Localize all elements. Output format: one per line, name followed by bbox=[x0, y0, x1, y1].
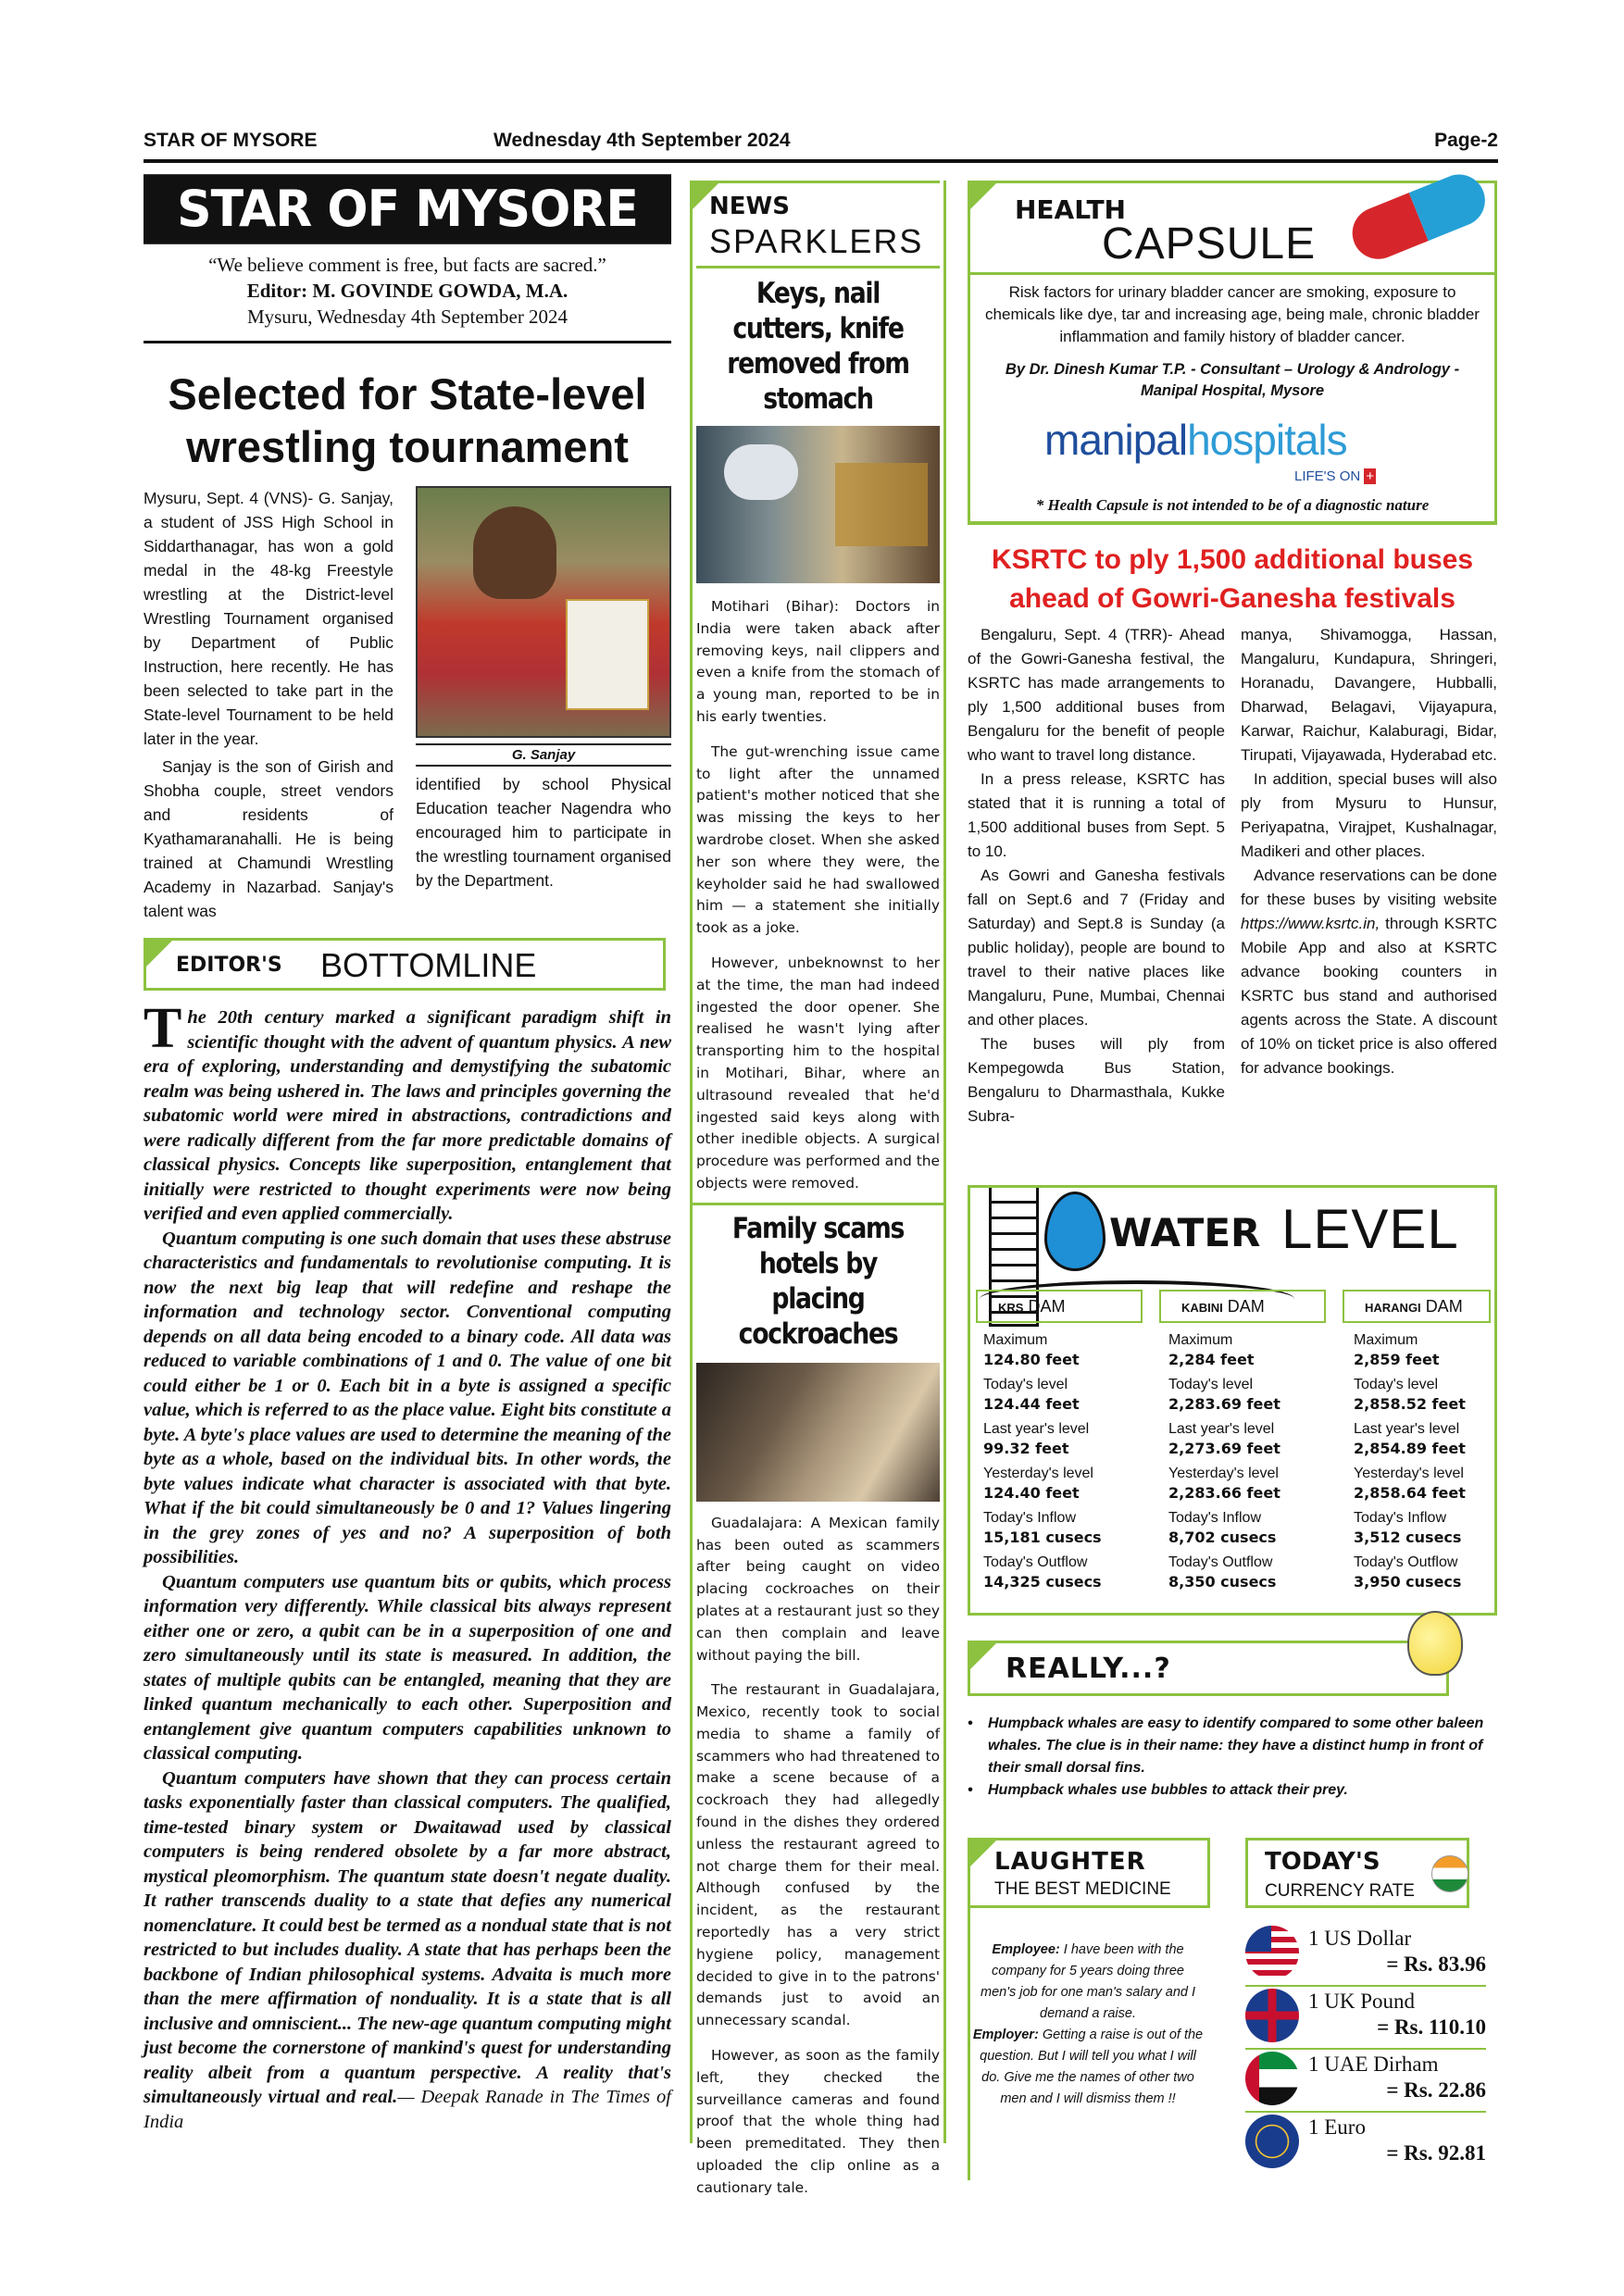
ksrtc-c2-p3b: through KSRTC Mobile App and also at KSRTC advance booking counters in KSRTC bus stand and authorised agents across the State. A discount of 10% on ticket price is also offered for advance bookings. bbox=[1241, 915, 1497, 1077]
really-bullet-1: • Humpback whales are easy to identify compared to some other baleen whales. The clue is in their name: they have a distinct hump in front of their small dorsal fins. bbox=[968, 1713, 1495, 1779]
editorial-title: BOTTOMLINE bbox=[320, 946, 537, 984]
dam-row-label: Maximum bbox=[1168, 1332, 1233, 1348]
story1-paragraph-2: The gut-wrenching issue came to light after the unnamed patient's mother noticed that she was missing the keys to her wardrobe closet. When she asked her son where they were, the keyholder said he had swallowed him — a statement she initially took as a joke. bbox=[696, 742, 940, 937]
health-rule bbox=[970, 272, 1494, 275]
story2-paragraph-2: The restaurant in Guadalajara, Mexico, recently took to social media to shame a family of scammers who had threatened to make a scene because of a cockroach they had allegedly found in the dishes they ordered unless the restaurant agreed to not charge them for their meal. Although confused by the incident, as the restaurant reportedly has a very strict hygiene policy, management decided to give in to the patrons' demands just to avoid an unnecessary scandal. bbox=[696, 1681, 940, 2029]
masthead-editor: Editor: M. GOVINDE GOWDA, M.A. bbox=[246, 280, 568, 302]
dam-row-value: 2,854.89 feet bbox=[1354, 1440, 1466, 1457]
page-header bbox=[144, 128, 1498, 163]
dam-headers bbox=[976, 1290, 1491, 1323]
india-flag-icon bbox=[1431, 1855, 1468, 1892]
dam-row-value: 2,273.69 feet bbox=[1168, 1440, 1280, 1457]
dam-row-label: Today's level bbox=[1354, 1377, 1439, 1392]
dam-row-value: 2,283.69 feet bbox=[1168, 1395, 1280, 1413]
health-frame bbox=[968, 181, 1497, 521]
usd-label: 1 US Dollar bbox=[1308, 1927, 1412, 1950]
ksrtc-c2-p1: manya, Shivamogga, Hassan, Mangaluru, Kundapura, Shringeri, Horanadu, Davangere, Hubballi, Dharwad, Belagavi, Vijayapura, Karwar, Raichur, Kalaburagi, Bidar, Tirupati, Vijayawada, Hyderabad etc. bbox=[1241, 626, 1497, 764]
editorial-paragraph-3: Quantum computers use quantum bits or qubits, which process information very differently. While classical bits always represent either one or zero, a qubit can be in a superposition of one and zero simultaneously until its state is measured. In addition, the states of multiple qubits can be entangled, meaning that they are linked quantum mechanically to each other. Superposition and entanglement give quantum computers capabilities unknown to classical computing. bbox=[144, 1571, 671, 1764]
eur-label: 1 Euro bbox=[1308, 2115, 1366, 2139]
dam-row-label: Today's Inflow bbox=[1168, 1510, 1261, 1526]
objects-shape bbox=[835, 463, 928, 546]
health-text: Risk factors for urinary bladder cancer are smoking, exposure to chemicals like dye, tar and increasing age, being male, chronic bladder inflammation and family history of bladder cancer. bbox=[985, 283, 1480, 345]
lead-right-column bbox=[416, 486, 671, 923]
story1-paragraph-3: However, unbeknownst to her at the time, the man had indeed ingested the door opener. She realised he wasn't lying after transporting him to the hospital in Motihari, Bihar, where an ultrasound revealed that he'd ingested said keys along with other inedible objects. A surgical procedure was performed and the objects were removed. bbox=[696, 954, 940, 1192]
dam-column-krs bbox=[983, 1331, 1145, 1598]
dam-row-value: 124.40 feet bbox=[983, 1484, 1080, 1502]
dam-row-label: Today's Outflow bbox=[1354, 1554, 1458, 1570]
ksrtc-c1-p1: Bengaluru, Sept. 4 (TRR)- Ahead of the Gowri-Ganesha festival, the KSRTC has made arrangements to ply 1,500 additional buses from Bengaluru for the benefit of people who want to travel long distance. bbox=[968, 626, 1225, 764]
aed-value: = Rs. 22.86 bbox=[1386, 2078, 1486, 2102]
dam-column-harangi bbox=[1354, 1331, 1493, 1598]
harangi-dam-header: HARANGI DAM bbox=[1343, 1290, 1491, 1323]
editorial-kicker: EDITOR'S bbox=[176, 954, 282, 977]
dam-row-label: Yesterday's level bbox=[1354, 1466, 1464, 1481]
manipal-logo-b: hospitals bbox=[1187, 416, 1347, 464]
lead-story bbox=[144, 486, 671, 923]
masthead-motto: “We believe comment is free, but facts are sacred.” bbox=[208, 254, 606, 276]
water-kicker: WATER bbox=[1109, 1210, 1261, 1255]
dam-row-label: Yesterday's level bbox=[1168, 1466, 1279, 1481]
ksrtc-c1-p3: As Gowri and Ganesha festivals fall on Sept.6 and 7 (Friday and Saturday) and Sept.8 is Sunday (a public holiday), people are bound to travel to their native places like Mangaluru, Pune, Mumbai, Chennai and other places. bbox=[968, 867, 1225, 1029]
left-column bbox=[144, 176, 671, 2134]
really-header bbox=[968, 1641, 1449, 1696]
header-paper-name: STAR OF MYSORE bbox=[144, 130, 318, 151]
dam-row-label: Last year's level bbox=[983, 1421, 1090, 1437]
wrestler-head-shape bbox=[473, 506, 556, 599]
dam-row-label: Last year's level bbox=[1354, 1421, 1460, 1437]
ksrtc-column-2 bbox=[1241, 623, 1497, 1080]
rate-divider bbox=[1245, 1985, 1486, 1987]
currency-title: TODAY'S bbox=[1265, 1848, 1380, 1876]
dam-row-label: Maximum bbox=[983, 1332, 1048, 1348]
sparklers-column bbox=[696, 181, 940, 2200]
story2-paragraph-1: Guadalajara: A Mexican family has been outed as scammers after being caught on video placing cockroaches on their plates at a restaurant just so they can then complain and leave without paying the bill. bbox=[696, 1514, 940, 1664]
currency-subtitle: CURRENCY RATE bbox=[1265, 1881, 1415, 1901]
dam-row-label: Today's level bbox=[983, 1377, 1068, 1392]
dam-row-value: 124.80 feet bbox=[983, 1351, 1080, 1368]
lead-paragraph-1: Mysuru, Sept. 4 (VNS)- G. Sanjay, a student of JSS High School in Siddarthanagar, has won a gold medal in the 48-kg Freestyle wrestling at the District-level Wrestling Tournament organised by Department of Public Instruction, here recently. He has been selected to take part in the State-level Tournament to be held later in the year. bbox=[144, 489, 394, 748]
rate-row-eur bbox=[1245, 2115, 1486, 2174]
rate-row-gbp bbox=[1245, 1989, 1486, 2048]
dam-row-value: 14,325 cusecs bbox=[983, 1573, 1102, 1591]
masthead-dateline: Mysuru, Wednesday 4th September 2024 bbox=[246, 306, 568, 328]
really-list bbox=[968, 1713, 1495, 1802]
lightbulb-icon bbox=[1407, 1611, 1463, 1676]
sparklers-kicker: NEWS bbox=[709, 193, 790, 220]
ksrtc-c1-p4: The buses will ply from Kempegowda Bus Station, Bengaluru to Dharmasthala, Kukke Subra- bbox=[968, 1035, 1225, 1125]
really-b1-text: Humpback whales are easy to identify compared to some other baleen whales. The clue is in their name: they have a distinct hump in front of their small dorsal fins. bbox=[988, 1716, 1484, 1776]
ksrtc-headline: KSRTC to ply 1,500 additional buses ahead of Gowri-Ganesha festivals bbox=[991, 544, 1474, 614]
usd-value: = Rs. 83.96 bbox=[1386, 1953, 1486, 1976]
dam-row-label: Today's Outflow bbox=[983, 1554, 1088, 1570]
manipal-logo bbox=[1044, 415, 1347, 465]
laughter-title: LAUGHTER bbox=[994, 1848, 1146, 1876]
water-title: LEVEL bbox=[1281, 1198, 1459, 1260]
surgery-photo bbox=[696, 426, 940, 583]
dam-row-label: Maximum bbox=[1354, 1332, 1418, 1348]
dam-row-value: 2,859 feet bbox=[1354, 1351, 1440, 1368]
really-title: REALLY...? bbox=[1006, 1653, 1171, 1685]
manipal-tagline bbox=[1294, 468, 1376, 484]
dam-row-value: 15,181 cusecs bbox=[983, 1529, 1102, 1546]
editorial-paragraph-1: he 20th century marked a significant paradigm shift in scientific thought with the advent of quantum physics. A new era of exploring, understanding and demystifying the subatomic realm was being ushered in. The laws and principles governing the subatomic world were mired in abstractions, contradictions and were radically different from the far more predictable domains of classical physics. Concepts like superposition, entanglement that initially were restricted to thought experiments were now being verified and even applied commercially. bbox=[144, 1007, 671, 1224]
wrestler-photo bbox=[416, 486, 671, 738]
sparklers-header bbox=[696, 181, 940, 268]
rate-row-aed bbox=[1245, 2052, 1486, 2111]
dam-row-value: 8,702 cusecs bbox=[1168, 1529, 1277, 1546]
dam-row-label: Today's level bbox=[1168, 1377, 1254, 1392]
health-title: CAPSULE bbox=[1102, 219, 1317, 268]
dam-row-label: Yesterday's level bbox=[983, 1466, 1093, 1481]
dam-row-value: 3,950 cusecs bbox=[1354, 1573, 1462, 1591]
photo-caption: G. Sanjay bbox=[416, 743, 671, 767]
masthead-title: STAR OF MYSORE bbox=[144, 174, 671, 244]
eur-value: = Rs. 92.81 bbox=[1386, 2141, 1486, 2165]
corner-tab-icon bbox=[968, 1641, 999, 1672]
restaurant-photo bbox=[696, 1363, 940, 1502]
drop-cap: T bbox=[144, 997, 182, 1060]
surgeon-cap-shape bbox=[724, 444, 798, 500]
lead-paragraph-2: Sanjay is the son of Girish and Shobha couple, street vendors and residents of Kyathamaranahalli. He is being trained at Chamundi Wrestling Academy in Nazarbad. Sanjay's talent was bbox=[144, 757, 394, 920]
gbp-value: = Rs. 110.10 bbox=[1377, 2015, 1486, 2039]
uae-flag-icon bbox=[1245, 2052, 1299, 2105]
ksrtc-website-link[interactable]: https://www.ksrtc.in, bbox=[1241, 915, 1380, 932]
dam-row-label: Today's Outflow bbox=[1168, 1554, 1273, 1570]
really-bullet-2: • Humpback whales use bubbles to attack their prey. bbox=[968, 1779, 1495, 1802]
krs-dam-header: KRS DAM bbox=[976, 1290, 1143, 1323]
masthead-rule bbox=[144, 341, 671, 343]
story1-paragraph-1: Motihari (Bihar): Doctors in India were taken aback after removing keys, nail clippers and even a knife from the stomach of a young man, reported to be in his early twenties. bbox=[696, 598, 940, 725]
editorial-paragraph-4: Quantum computers have shown that they can process certain tasks exponentially faster than classical computers. The qualified, time-tested binary system or Dwaitawad used by classical computers is being rendered obsolete by a far more abstract, mystical pleomorphism. The quantum state doesn't negate duality. It rather transcends duality to a state that defies any numerical nomenclature. It could best be termed as a nondual state that is not restricted to but includes duality. A state that has perhaps been the backbone of Indian philosophical systems. Advaita is much more than the mere affirmation of nonduality. It is a state that is all inclusive and omniscient... The new-age quantum computing might just become the cornerstone of mankind's quest for understanding reality albeit from a quantum perspective. A reality that's simultaneously virtual and real. bbox=[144, 1767, 671, 2107]
tagline-text: LIFE'S ON bbox=[1294, 468, 1361, 484]
dam-row-label: Today's Inflow bbox=[983, 1510, 1076, 1526]
sparklers-title: SPARKLERS bbox=[709, 222, 924, 260]
corner-tab-icon bbox=[144, 938, 175, 969]
health-disclaimer: * Health Capsule is not intended to be of a diagnostic nature bbox=[1035, 496, 1430, 514]
ksrtc-c2-p3a: Advance reservations can be done for these buses by visiting website bbox=[1241, 867, 1497, 908]
dam-row-value: 2,284 feet bbox=[1168, 1351, 1255, 1368]
water-drop-icon bbox=[1044, 1192, 1106, 1271]
lead-left-column bbox=[144, 486, 394, 923]
employer-label: Employer: bbox=[972, 2028, 1039, 2042]
gbp-label: 1 UK Pound bbox=[1308, 1990, 1416, 2013]
story2-paragraph-3: However, as soon as the family left, they checked the surveillance cameras and found proof that the whole thing had been premeditated. They then uploaded the clip online as a cautionary tale. bbox=[696, 2047, 940, 2196]
editorial-paragraph-2: Quantum computing is one such domain that uses these abstruse characteristics and fundamentals to revolutionise computing. It is now the next big leap that will redefine and reshape the information and technology sector. Conventional computing depends on all data being encoded to a binary code. All data was reduced to variable combinations of 1 and 0. The value of one bit could either be 1 or 0. Each bit in a byte is assigned a specific value, which is referred to as the place value. Eight bits constitute a byte. A byte's place values are used to determine the meaning of the byte as a whole, based on the individual bits. In other words, the byte values indicate what character is associated with that byte. What if the bit could simultaneously be 0 and 1? Values lingering in the grey zones of yes and no? A superposition of both possibilities. bbox=[144, 1228, 671, 1567]
uk-flag-icon bbox=[1245, 1989, 1299, 2042]
ksrtc-c2-p2: In addition, special buses will also ply from Mysuru to Hunsur, Periyapatna, Virajpet, Kushalnagar, Madikeri and other places. bbox=[1241, 770, 1497, 860]
certificate-shape bbox=[566, 599, 649, 710]
us-flag-icon bbox=[1245, 1926, 1299, 1979]
laughter-joke bbox=[972, 1940, 1204, 2110]
dam-row-value: 3,512 cusecs bbox=[1354, 1529, 1462, 1546]
kabini-dam-header: KABINI DAM bbox=[1159, 1290, 1326, 1323]
dam-values bbox=[983, 1331, 1493, 1598]
health-byline: By Dr. Dinesh Kumar T.P. - Consultant – Urology & Andrology - Manipal Hospital, Mysore bbox=[1005, 361, 1460, 399]
dam-row-value: 124.44 feet bbox=[983, 1395, 1080, 1413]
story2-headline: Family scams hotels by placing cockroaches bbox=[731, 1211, 905, 1351]
editorial-credit: — Deepak Ranade in The Times of India bbox=[144, 2087, 671, 2132]
header-date: Wednesday 4th September 2024 bbox=[493, 130, 791, 151]
dam-row-value: 8,350 cusecs bbox=[1168, 1573, 1277, 1591]
pill-capsule-icon bbox=[1344, 167, 1494, 270]
employee-label: Employee: bbox=[992, 1942, 1060, 1957]
employee-line: I have been with the company for 5 years doing three men's job for one man's salary and I demand a raise. bbox=[980, 1942, 1195, 2021]
dam-row-label: Last year's level bbox=[1168, 1421, 1275, 1437]
currency-list bbox=[1245, 1926, 1486, 2174]
ksrtc-column-1 bbox=[968, 623, 1225, 1129]
water-level-box bbox=[968, 1185, 1497, 1616]
rate-row-usd bbox=[1245, 1926, 1486, 1985]
dam-row-value: 2,283.66 feet bbox=[1168, 1484, 1280, 1502]
corner-tab-icon bbox=[968, 181, 999, 212]
rate-divider bbox=[1245, 2048, 1486, 2050]
editorial-body bbox=[144, 997, 671, 2134]
plus-icon: + bbox=[1366, 468, 1375, 484]
manipal-logo-a: manipal bbox=[1044, 416, 1188, 464]
rate-divider bbox=[1245, 2111, 1486, 2113]
lead-paragraph-3: identified by school Physical Education teacher Nagendra who encouraged him to participate in the wrestling tournament organised by the Department. bbox=[416, 775, 671, 890]
health-bottom-rule bbox=[968, 521, 1497, 525]
health-kicker: HEALTH bbox=[1015, 194, 1126, 225]
laughter-subtitle: THE BEST MEDICINE bbox=[994, 1879, 1171, 1899]
aed-label: 1 UAE Dirham bbox=[1308, 2053, 1439, 2076]
dam-row-value: 2,858.64 feet bbox=[1354, 1484, 1466, 1502]
ksrtc-c1-p2: In a press release, KSRTC has stated that it is running a total of 1,500 additional buses from Sept. 5 to 10. bbox=[968, 770, 1225, 860]
laughter-header bbox=[968, 1838, 1210, 1908]
employer-line: Getting a raise is out of the question. But I will tell you what I will do. Give me the names of other two men and I will dismiss them !! bbox=[980, 2028, 1204, 2106]
dam-row-value: 99.32 feet bbox=[983, 1440, 1069, 1457]
currency-header bbox=[1245, 1838, 1469, 1908]
header-page-number: Page-2 bbox=[1434, 130, 1498, 151]
dam-row-value: 2,858.52 feet bbox=[1354, 1395, 1466, 1413]
story-divider bbox=[690, 1203, 946, 1205]
lead-headline: Selected for State-level wrestling tournament bbox=[168, 369, 647, 471]
dam-column-kabini bbox=[1168, 1331, 1330, 1598]
really-b2-text: Humpback whales use bubbles to attack their prey. bbox=[988, 1782, 1348, 1798]
dam-row-label: Today's Inflow bbox=[1354, 1510, 1446, 1526]
story1-headline: Keys, nail cutters, knife removed from stomach bbox=[727, 277, 909, 416]
eu-flag-icon bbox=[1245, 2115, 1299, 2168]
editorial-header bbox=[144, 938, 666, 991]
